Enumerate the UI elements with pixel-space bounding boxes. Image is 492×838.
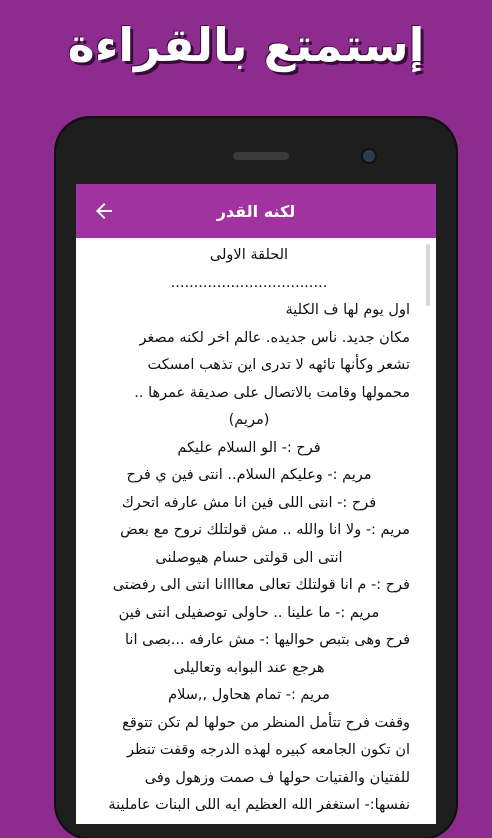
story-line: فرح :- م انا قولتلك تعالى معاااانا انتى الى رفضتى [112, 577, 410, 593]
phone-speaker [233, 152, 289, 160]
phone-frame [56, 118, 456, 838]
story-line: وقفت فرح تتأمل المنظر من حولها لم تكن تتوقع [122, 714, 410, 731]
promo-banner-title: إستمتع بالقراءة [67, 18, 425, 72]
story-line: للفتيان والفتيات حولها ف صمت وزهول وفى [144, 769, 410, 786]
story-line: فرح وهى بتبص حواليها :- مش عارفه ...بصى انا [125, 632, 410, 648]
story-line: مكان جديد. ناس جديده. عالم اخر لكنه مصغر [139, 329, 410, 346]
divider-dots: .................................. [170, 274, 328, 291]
app-bar [76, 184, 436, 238]
story-line: ان تكون الجامعه كبيره لهذه الدرجه وقفت تنظر [126, 742, 410, 758]
story-line: مريم :- تمام هحاول ,,سلام [168, 687, 330, 703]
story-line: هرجع عند البوابه وتعاليلى [173, 659, 325, 676]
story-line: فرح :- الو السلام عليكم [177, 439, 321, 456]
story-line: تشعر وكأنها تائهه لا تدرى اين تذهب امسكت [147, 357, 410, 373]
scrollbar[interactable] [426, 244, 430, 306]
story-line: محمولها وقامت بالاتصال على صديقة عمرها .. [134, 384, 410, 401]
phone-camera [363, 150, 375, 162]
back-arrow-icon[interactable] [92, 199, 116, 223]
phone-screen [76, 184, 436, 824]
story-content [76, 238, 422, 824]
story-line: (مريم) [228, 412, 270, 428]
story-line: نفسها:- استغفر الله العظيم ايه اللى البنات عاملينة [108, 797, 410, 813]
story-line: انتى الى قولتى حسام هيوصلنى [155, 549, 343, 566]
app-title: لكنه القدر [216, 201, 296, 221]
story-line: مريم :- ما علينا .. حاولى توصفيلى انتى فين [118, 604, 380, 621]
chapter-heading: الحلقة الاولى [209, 247, 289, 263]
story-line: مريم :- وعليكم السلام.. انتى فين ي فرح [126, 467, 372, 483]
story-line: فرح :- انتى اللى فين انا مش عارفه اتحرك [121, 494, 377, 511]
story-line: مريم :- ولا انا والله .. مش قولتلك نروح مع بعض [120, 522, 410, 538]
story-line: اول يوم لها ف الكلية [285, 302, 410, 318]
